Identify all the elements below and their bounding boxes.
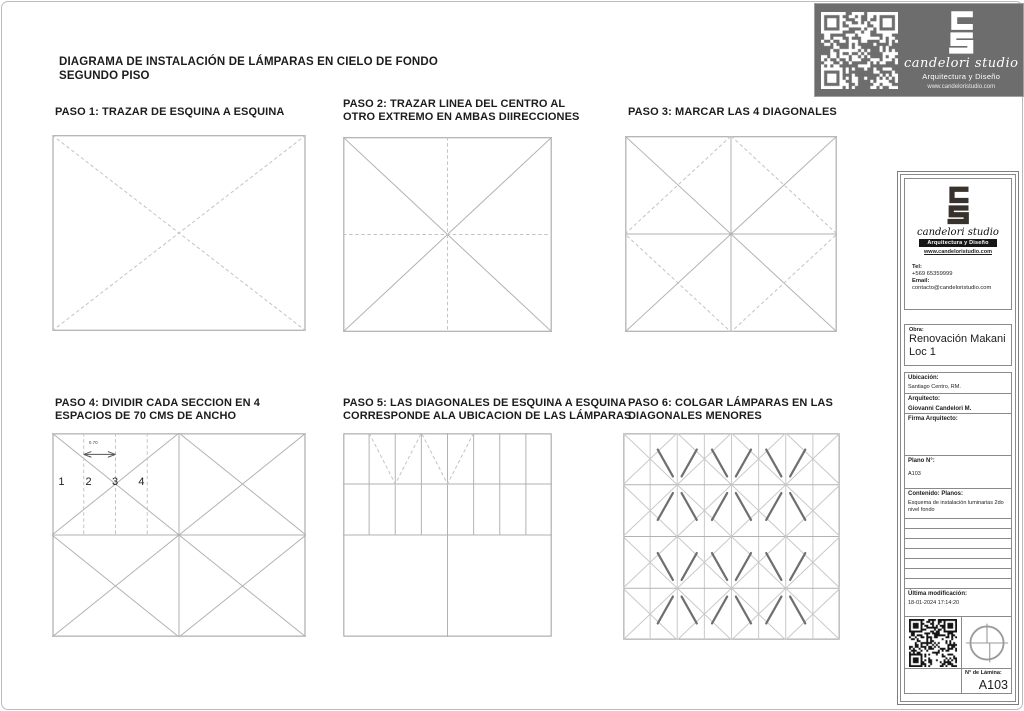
- lamina-value: A103: [978, 678, 1008, 692]
- step-1-title: [55, 106, 284, 119]
- step-title-line: PASO 6: COLGAR LÁMPARAS EN LAS: [628, 397, 833, 409]
- document-title: [59, 56, 438, 83]
- dimension-label: 0.70: [88, 439, 98, 445]
- step-title-line: DIAGONALES MENORES: [628, 409, 762, 422]
- email-value: contacto@candeloristudio.com: [912, 285, 992, 291]
- contenido-row: [905, 488, 1011, 518]
- titleblock-website: www.candeloristudio.com: [924, 249, 992, 255]
- banner-website: www.candeloristudio.com: [927, 84, 996, 90]
- lamina-label: N° de Lámina:: [965, 670, 1002, 676]
- step-6-grid: [623, 433, 840, 640]
- step-2-title: [343, 98, 579, 123]
- plano-row: [905, 455, 1011, 488]
- obra-value-line1: Renovación Makani: [909, 333, 1006, 345]
- titleblock-brand-name: candelori studio: [917, 227, 999, 238]
- step-1-diagram: [52, 135, 306, 331]
- obra-box: [904, 324, 1012, 366]
- document-title-line1: DIAGRAMA DE INSTALACIÓN DE LÁMPARAS EN CIELO DE FONDO: [59, 56, 438, 68]
- plano-value: A103: [908, 471, 921, 477]
- compass-icon: [964, 620, 1010, 666]
- obra-value-line2: Loc 1: [909, 345, 936, 358]
- empty-row: [905, 538, 1011, 548]
- section-number-2: 2: [85, 475, 92, 488]
- step-2-diagram: [343, 137, 552, 332]
- cs-logo-icon: [944, 10, 978, 54]
- banner-brand-name: candelori studio: [904, 56, 1019, 71]
- titleblock-inner: [900, 174, 1016, 702]
- banner-brand-block: [904, 10, 1018, 90]
- empty-row: [905, 548, 1011, 558]
- firma-label: Firma Arquitecto:: [908, 416, 958, 422]
- compass-cell: [961, 617, 1011, 668]
- step-5-diagram: [343, 433, 552, 637]
- qr-cell: [905, 617, 961, 668]
- empty-row: [905, 518, 1011, 528]
- arquitecto-label: Arquitecto:: [908, 396, 940, 402]
- empty-row: [905, 528, 1011, 538]
- step-4-diagram: [52, 433, 306, 637]
- plano-label: Plano N°:: [908, 458, 935, 464]
- step-2-panel: [343, 137, 552, 332]
- obra-label: Obra:: [909, 327, 924, 333]
- section-number-4: 4: [138, 475, 145, 488]
- cs-logo-icon: [943, 185, 973, 225]
- ubicacion-label: Ubicación:: [908, 375, 939, 381]
- step-3-panel: [625, 136, 837, 332]
- arquitecto-row: [905, 393, 1011, 413]
- step-3-title: [628, 106, 837, 119]
- step-title-line: PASO 3: MARCAR LAS 4 DIAGONALES: [628, 106, 837, 118]
- empty-row: [905, 568, 1011, 578]
- step-4-panel: [52, 433, 306, 637]
- step-title-line: PASO 1: TRAZAR DE ESQUINA A ESQUINA: [55, 106, 285, 118]
- tel-label: Tel:: [912, 264, 922, 270]
- step-title-line: PASO 5: LAS DIAGONALES DE ESQUINA A ESQUINA: [343, 397, 627, 409]
- banner-tagline: Arquitectura y Diseño: [922, 72, 1001, 81]
- brand-banner: [814, 3, 1024, 97]
- lamina-empty-cell: [905, 669, 961, 693]
- step-4-title: [55, 397, 260, 422]
- step-title-line: CORRESPONDE ALA UBICACION DE LAS LÁMPARAS: [343, 409, 632, 422]
- empty-row: [905, 558, 1011, 568]
- titleblock-tagline: Arquitectura y Diseño: [919, 239, 996, 247]
- empty-row: [905, 578, 1011, 588]
- step-3-diagram: [625, 136, 837, 332]
- step-6-title: [628, 397, 833, 422]
- modificacion-row: [905, 588, 1011, 616]
- dimension-marker: [84, 452, 116, 458]
- lamina-row: [905, 668, 1011, 693]
- section-number-1: 1: [58, 475, 65, 488]
- step-title-line: OTRO EXTREMO EN AMBAS DIIRECCIONES: [343, 110, 580, 123]
- step-title-line: ESPACIOS DE 70 CMS DE ANCHO: [55, 409, 237, 422]
- titleblock-qr-code-icon: [909, 619, 957, 667]
- firma-row: [905, 413, 1011, 455]
- arquitecto-value: Giovanni Candelori M.: [908, 406, 972, 412]
- step-6-panel: [623, 433, 840, 640]
- ubicacion-row: [905, 373, 1011, 393]
- modificacion-value: 18-01-2024 17:14:20: [908, 600, 960, 606]
- titleblock-logo-box: [904, 178, 1012, 310]
- step-1-panel: [52, 135, 306, 331]
- contenido-label: Contenido: Planos:: [908, 491, 963, 497]
- info-box: [904, 372, 1012, 694]
- tel-value: +569 65359999: [912, 271, 953, 277]
- step-5-title: [343, 397, 631, 422]
- modificacion-label: Última modificación:: [908, 591, 968, 597]
- section-number-3: 3: [111, 475, 119, 488]
- banner-qr-code-icon: [821, 12, 898, 89]
- contenido-value: Esquema de instalación luminarias 2do nivel fondo: [908, 500, 1004, 513]
- lamina-cell: [961, 669, 1011, 693]
- step-title-line: PASO 4: DIVIDIR CADA SECCION EN 4: [55, 397, 260, 409]
- titleblock-contact: [905, 264, 1011, 292]
- step-6-diagram: [623, 433, 840, 640]
- step-title-line: PASO 2: TRAZAR LINEA DEL CENTRO AL: [343, 98, 566, 110]
- document-title-line2: SEGUNDO PISO: [59, 69, 150, 82]
- titleblock: [897, 171, 1019, 705]
- step-5-panel: [343, 433, 552, 637]
- ubicacion-value: Santiago Centro, RM.: [908, 384, 961, 390]
- qr-compass-row: [905, 616, 1011, 668]
- email-label: Email:: [912, 278, 930, 284]
